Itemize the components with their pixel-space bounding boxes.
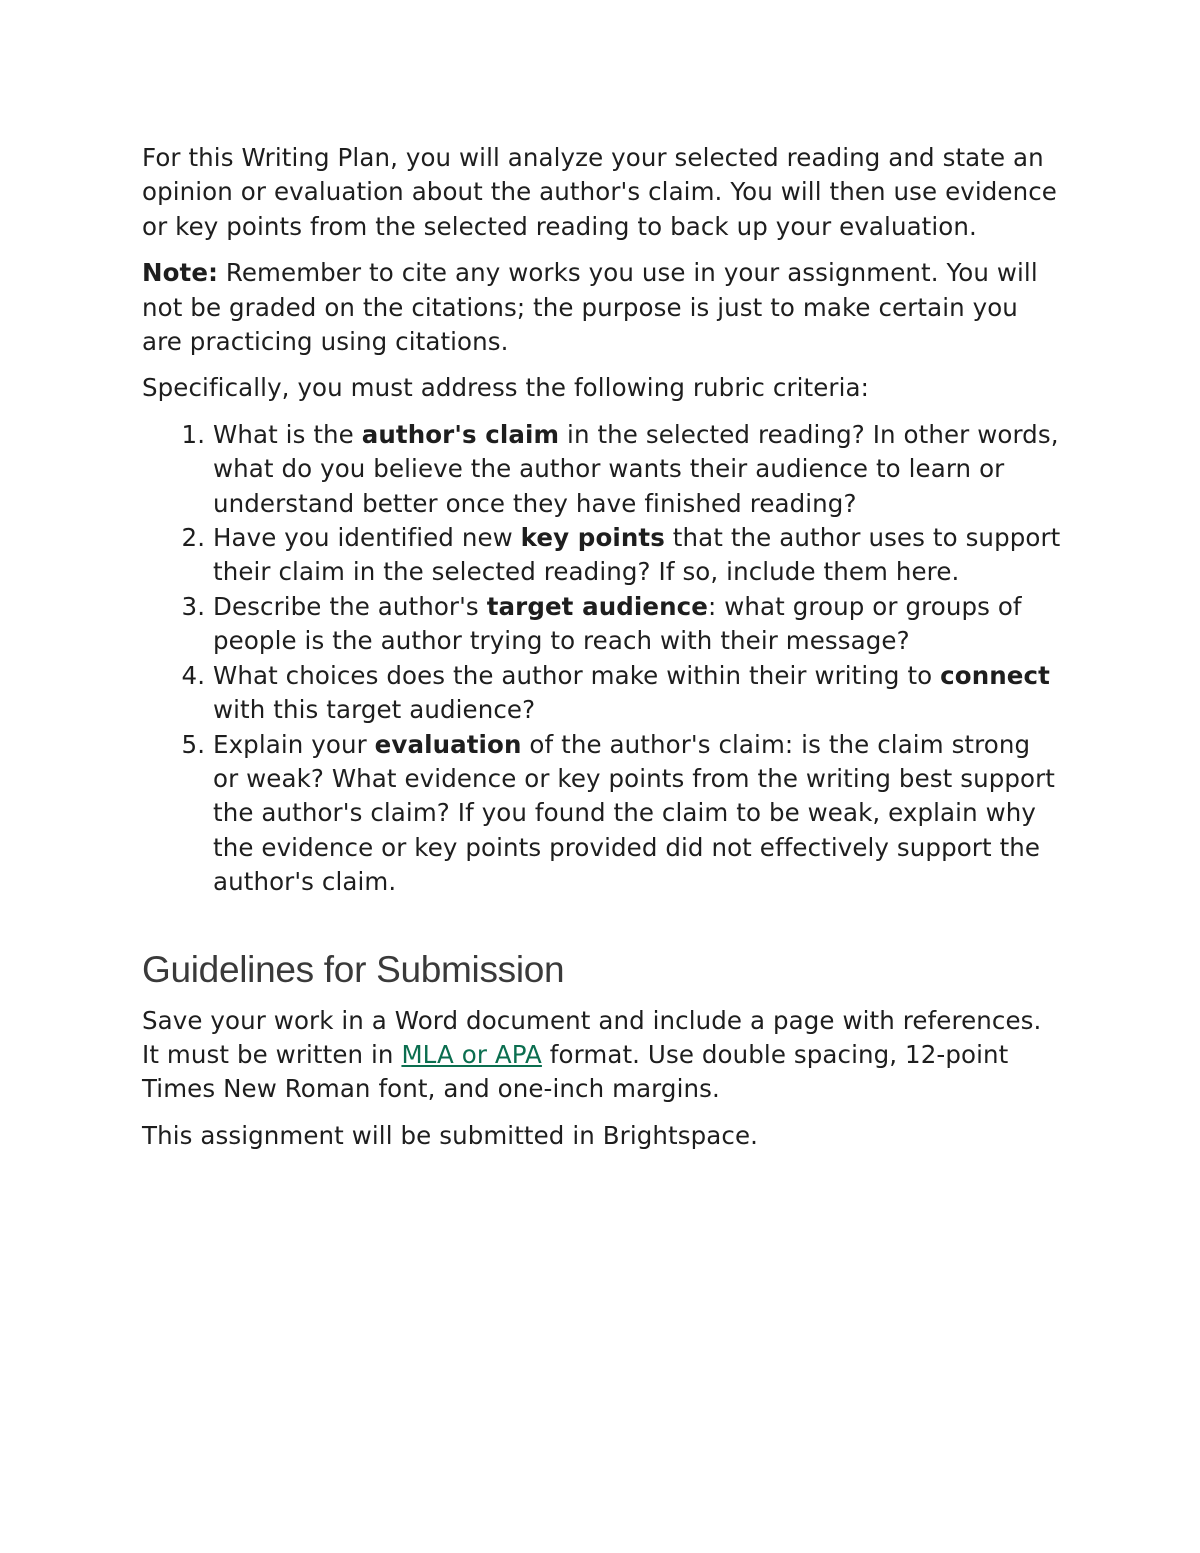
criteria-list <box>142 418 1062 900</box>
criteria-item-keyword: target audience <box>486 591 709 621</box>
guidelines-text: Save your work in a Word document and include a page with references. It must be written in <box>142 1005 1042 1069</box>
criteria-item-keyword: connect <box>940 660 1050 690</box>
criteria-item-text: What is the <box>213 419 362 449</box>
note-label: Note: <box>142 258 218 288</box>
submission-note: This assignment will be submitted in Brightspace. <box>142 1120 758 1150</box>
note-text: Remember to cite any works you use in your assignment. You will not be graded on the citations; the purpose is just to make certain you are practicing using citations. <box>142 258 1038 357</box>
criteria-item-text: Describe the author's <box>213 591 487 621</box>
criteria-intro: Specifically, you must address the following rubric criteria: <box>142 373 869 403</box>
criteria-item-keyword: key points <box>520 523 665 553</box>
criteria-item-text: Explain your <box>213 729 375 759</box>
criteria-item-text: : what group or groups of people is the author trying to reach with their message? <box>213 591 1022 656</box>
document-page <box>142 141 1062 1153</box>
criteria-item <box>213 590 1062 659</box>
guidelines-paragraph <box>142 1004 1062 1107</box>
criteria-item <box>213 659 1062 728</box>
criteria-item <box>213 521 1062 590</box>
intro-paragraph: For this Writing Plan, you will analyze your selected reading and state an opinion or evaluation about the author's claim. You will then use evidence or key points from the selected reading to back up your evaluation. <box>142 143 1057 241</box>
guidelines-heading: Guidelines for Submission <box>142 948 565 990</box>
criteria-item-keyword: evaluation <box>374 729 522 759</box>
criteria-item-text: with this target audience? <box>213 695 536 725</box>
criteria-item <box>213 728 1062 900</box>
criteria-item-text: in the selected reading? In other words, what do you believe the author wants their audience to learn or understand better once they have finished reading? <box>213 419 1059 518</box>
note-paragraph <box>142 256 1062 359</box>
criteria-item-text: of the author's claim: is the claim strong or weak? What evidence or key points from the writing best support the author's claim? If you found the claim to be weak, explain why the evidence or key points provided did not effectively support the author's claim. <box>213 729 1055 897</box>
criteria-item-text: that the author uses to support their claim in the selected reading? If so, include them here. <box>213 523 1061 587</box>
guidelines-text: format. Use double spacing, 12-point Times New Roman font, and one-inch margins. <box>142 1039 1009 1104</box>
mla-apa-link[interactable]: MLA or APA <box>401 1039 542 1069</box>
criteria-item-text: Have you identified new <box>213 523 521 553</box>
criteria-item-keyword: author's claim <box>361 419 560 449</box>
criteria-item <box>213 418 1062 521</box>
criteria-item-text: What choices does the author make within their writing to <box>213 660 941 690</box>
